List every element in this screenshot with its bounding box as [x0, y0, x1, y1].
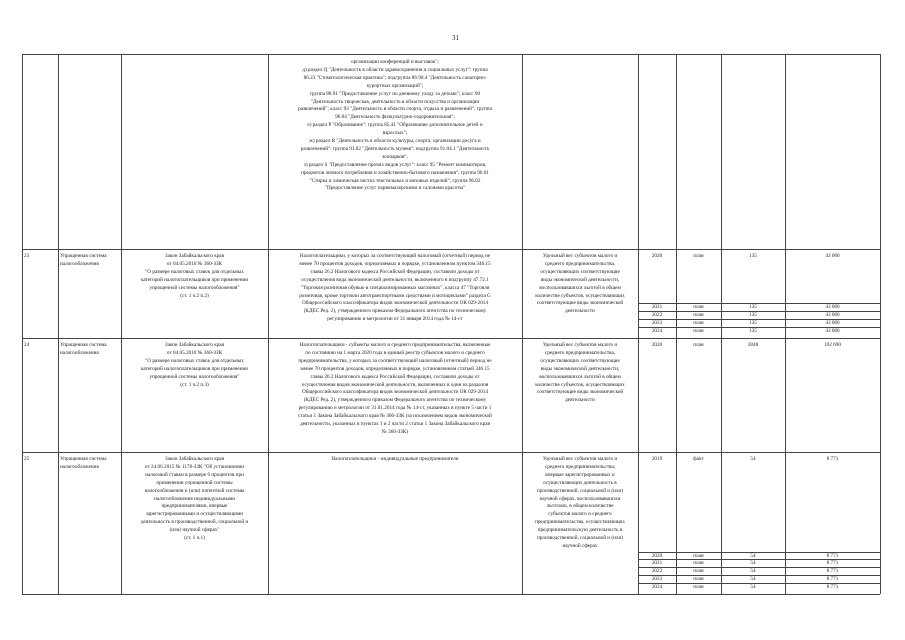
continuation-text-line: курортных организаций";	[366, 82, 424, 89]
continuation-text-line: 86.23 "Стоматологическая практика"; подгруппа 86.90.4 "Деятельность санаторно-	[303, 74, 487, 81]
beneficiary-description-line: осуществления видов экономической деятельности, включенных в один из разделов	[301, 381, 489, 388]
indicator-description-line: осуществляющих соответствующие	[540, 357, 620, 364]
continuation-text-line: з) раздел S "Предоставление прочих видов услуг": класс 95 "Ремонт компьютеров,	[303, 161, 487, 168]
row-number: 25	[24, 456, 30, 462]
amount-cell: 8 771	[826, 576, 839, 583]
indicator-description-line: научной сферах, воспользовавшихся	[539, 495, 621, 502]
count-cell: 135	[749, 328, 757, 335]
column-border	[58, 54, 59, 594]
continuation-text-line: "Деятельность творческая, деятельность в области искусства и организации	[310, 98, 480, 105]
continuation-text-line: развлечений"; класс 93 "Деятельность в области спорта, отдыха и развлечений"; группа	[298, 106, 492, 113]
legal-act-line: Закон Забайкальского края	[164, 342, 225, 348]
legal-act-line: (ст. 1 ч.1)	[184, 535, 205, 541]
indicator-description-line: среднего предпринимательства,	[544, 349, 616, 356]
amount-cell: 8 771	[826, 552, 839, 559]
indicator-description-line: среднего предпринимательства,	[544, 260, 616, 267]
indicator-description-line: соответствующие виды экономической	[536, 389, 624, 396]
indicator-description-line: соответствующие виды экономической	[536, 300, 624, 307]
beneficiary-description-line: менее 70 процентов доходов, определяемых в порядке, установленном пунктом 346.15	[299, 260, 491, 267]
amount-cell: 43 000	[825, 320, 840, 327]
beneficiary-description-line: Общероссийского классификатора видов экономической деятельности ОК 029-2014	[302, 300, 488, 307]
measure-name: Упрощенная система	[60, 456, 107, 462]
indicator-description-line: воспользовавшихся льготой в общем	[539, 373, 621, 380]
indicator-description-line: виды экономической деятельности,	[540, 365, 620, 372]
legal-act-line: предпринимателями, впервые	[161, 503, 228, 510]
continuation-text-line: ж) раздел R "Деятельность в области культуры, спорта, организации досуга и	[309, 138, 481, 144]
indicator-description-line: предпринимательства, осуществляющих	[535, 519, 625, 526]
amount-cell: 102 690	[824, 342, 841, 348]
amount-cell: 43 000	[825, 312, 840, 319]
continuation-text-line: "Предоставление услуг парикмахерскими и салонами красоты"	[324, 185, 466, 192]
beneficiary-description-line: регулированию и метрологии от 31 января 2014 года № 14-ст	[327, 316, 463, 323]
value-type-cell: план	[693, 560, 704, 567]
indicator-description-line: виды экономической деятельности,	[540, 276, 620, 283]
legal-act-line: налоговой ставки в размере 0 процентов при	[145, 471, 244, 478]
indicator-description-line: Удельный вес субъектов малого и	[542, 456, 618, 462]
beneficiary-description-line: главы 26.2 Налогового кодекса Российской Федерации, составили доходы от	[310, 268, 480, 275]
value-type-cell: план	[693, 584, 704, 591]
legal-act-line: Закон Забайкальского края	[164, 253, 225, 259]
legal-act-line: (или) научной сферах"	[169, 527, 220, 534]
count-cell: 135	[749, 320, 757, 327]
column-border	[880, 54, 881, 594]
indicator-description-line: субъектов малого и среднего	[548, 511, 612, 518]
measure-name: Упрощенная система	[60, 253, 107, 259]
legal-act-line: от 04.05.2010 № 360-ЗЗК	[166, 349, 223, 356]
legal-act-line: "О размере налоговых ставок для отдельных	[145, 268, 244, 275]
year-cell: 2023	[651, 320, 663, 327]
column-border	[22, 54, 23, 594]
count-cell: 135	[749, 304, 757, 311]
legal-act-line: категорий налогоплательщиков при применении	[140, 365, 249, 372]
count-cell: 54	[750, 560, 756, 567]
column-border	[638, 54, 639, 594]
value-type-cell: факт	[693, 456, 704, 462]
indicator-description-line: деятельности	[565, 397, 595, 404]
row-number: 23	[24, 253, 30, 259]
indicator-description-line: воспользовавшихся льготой в общем	[539, 284, 621, 291]
indicator-description-line: Удельный вес субъектов малого и	[542, 342, 618, 348]
legal-act-line: (ст. 1 ч.2 п.2)	[180, 292, 209, 299]
count-cell: 54	[750, 576, 756, 583]
measure-name: налогообложения	[60, 260, 99, 267]
beneficiary-description-line: деятельности, указанных в пунктах 1 и 2 части 2 статьи 1 Закона Забайкальского края	[300, 421, 490, 427]
indicator-description-line: производственной, социальной и (или)	[537, 535, 623, 541]
indicator-description-line: количестве субъектов, осуществляющих	[535, 292, 625, 299]
continuation-text-line: организации конференций и выставок";	[351, 59, 439, 65]
measure-name: Упрощенная система	[60, 342, 107, 348]
column-border	[721, 54, 722, 594]
amount-cell: 8 771	[826, 456, 839, 462]
legal-act-line: "О размере налоговых ставок для отдельных	[145, 357, 244, 364]
beneficiary-description-line: № 360-ЗЗК)	[381, 428, 409, 435]
amount-cell: 43 000	[825, 328, 840, 335]
beneficiary-description-line: Налогоплательщики - субъекты малого и среднего предпринимательства, включенные	[299, 342, 491, 348]
indicator-description-line: деятельности	[565, 308, 595, 315]
year-cell: 2020	[651, 253, 663, 259]
year-cell: 2021	[651, 304, 663, 311]
column-border	[676, 54, 677, 594]
continuation-text-line: е) раздел P "Образование": группа 85.41 "Образование дополнительное детей и	[307, 122, 483, 129]
continuation-text-line: предметов личного потребления и хозяйственно-бытового назначения"; группа 96.01	[301, 169, 489, 176]
beneficiary-description-line: регулированию и метрологии от 31.01.2014 года № 14-ст, указанных в пункте 5 части 1	[298, 405, 492, 412]
legal-act-line: деятельность в производственной, социальной и	[140, 519, 249, 526]
beneficiary-description-line: Налогоплательщики, у которых за соответствующий налоговый (отчетный) период не	[299, 253, 491, 259]
count-cell: 135	[749, 312, 757, 319]
continuation-text-line: 96.04 "Деятельность физкультурно-оздоровительная";	[335, 114, 455, 121]
row-border	[22, 338, 880, 339]
legal-act-line: от 24.06.2015 № 1178-ЗЗК "Об установлении	[144, 463, 245, 470]
value-type-cell: план	[693, 253, 704, 259]
year-cell: 2024	[651, 328, 663, 335]
beneficiary-description-line: менее 70 процентов доходов, определяемых в порядке, установленном статьей 346.15	[300, 365, 490, 372]
indicator-description-line: производственной, социальной и (или)	[537, 487, 623, 494]
beneficiary-description-line: Общероссийского классификатора видов экономической деятельности ОК 029-2014	[302, 389, 488, 396]
count-cell: 54	[750, 552, 756, 559]
legal-act-line: зарегистрированными и осуществляющими	[145, 511, 244, 518]
beneficiary-description-line: розничная, кроме торговли автотранспортными средствами и мотоциклами" раздела G	[299, 292, 491, 299]
continuation-text-line: взрослых";	[382, 130, 408, 137]
indicator-description-line: впервые зарегистрированных и	[545, 471, 615, 478]
legal-act-line: категорий налогоплательщиков при применении	[140, 276, 249, 283]
continuation-text-line: д) раздел Q "Деятельность в области здравоохранения и социальных услуг": группа	[302, 66, 488, 73]
legal-act-line: Закон Забайкальского края	[164, 456, 225, 462]
legal-act-line: налогообложения и (или) патентной системы	[144, 487, 245, 494]
value-type-cell: план	[693, 342, 704, 348]
indicator-description-line: среднего предпринимательства,	[544, 463, 616, 470]
continuation-text-line: зоопарков";	[382, 153, 408, 160]
row-border	[22, 249, 880, 250]
year-cell: 2023	[651, 576, 663, 583]
beneficiary-description-line: статьи 1 Закона Забайкальского края № 360-ЗЗК (за исключением видов экономической	[298, 413, 492, 420]
legal-act-line: упрощенной системы налогообложения"	[149, 284, 240, 291]
column-border	[121, 54, 122, 594]
legal-act-line: от 04.05.2010 № 360-ЗЗК	[166, 260, 223, 267]
count-cell: 2848	[747, 342, 759, 348]
indicator-description-line: осуществляющих деятельность в	[543, 479, 617, 486]
measure-name: налогообложения	[60, 463, 99, 470]
row-number: 24	[24, 342, 30, 348]
beneficiary-description-line: по состоянию на 1 марта 2020 года в единый реестр субъектов малого и среднего	[305, 349, 485, 356]
indicator-description-line: количестве субъектов, осуществляющих	[535, 381, 625, 388]
year-cell: 2019	[651, 456, 663, 462]
continuation-text-line: группа 88.91 "Предоставление услуг по дневному уходу за детьми"; класс 90	[309, 90, 481, 97]
indicator-description-line: льготами, в общем количестве	[546, 503, 614, 510]
beneficiary-description-line: осуществления вида экономической деятельности, включенного в подгруппу 47.72.1	[301, 276, 489, 283]
column-border	[268, 54, 269, 594]
legal-act-line: (ст. 1 ч.2 п.3)	[180, 381, 209, 388]
value-type-cell: план	[693, 576, 704, 583]
value-type-cell: план	[693, 320, 704, 327]
amount-cell: 43 000	[825, 253, 840, 259]
count-cell: 54	[750, 584, 756, 591]
value-type-cell: план	[693, 568, 704, 575]
indicator-description-line: научной сферах	[562, 542, 598, 549]
year-cell: 2020	[651, 342, 663, 348]
continuation-text-line: "Стирка и химическая чистка текстильных и меховых изделий"; группа 96.02	[309, 177, 481, 184]
indicator-description-line: осуществляющих соответствующие	[540, 268, 620, 275]
value-type-cell: план	[693, 312, 704, 319]
beneficiary-description-line: предпринимательства, у которых за соответствующий налоговый (отчетный) период не	[298, 357, 492, 364]
row-border	[22, 54, 880, 55]
indicator-description-line: предпринимательскую деятельность в	[537, 527, 623, 534]
year-cell: 2020	[651, 552, 663, 559]
amount-cell: 8 771	[826, 568, 839, 575]
column-border	[785, 54, 786, 594]
legal-act-line: налогообложения индивидуальными	[153, 495, 236, 502]
year-cell: 2022	[651, 312, 663, 319]
beneficiary-description-line: Налогоплательщики - индивидуальные предприниматели	[331, 456, 459, 462]
legal-act-line: упрощенной системы налогообложения"	[149, 373, 240, 380]
beneficiary-description-line: (КДЕС Ред. 2), утвержденного приказом Федерального агентства по техническому	[303, 308, 487, 315]
year-cell: 2024	[651, 584, 663, 591]
row-border	[22, 452, 880, 453]
column-border	[522, 54, 523, 594]
value-type-cell: план	[693, 328, 704, 335]
beneficiary-description-line: (КДЕС Ред. 2), утвержденного приказом Федерального агентства по техническому	[303, 397, 487, 404]
amount-cell: 8 771	[826, 584, 839, 591]
amount-cell: 43 000	[825, 304, 840, 311]
beneficiary-description-line: "Торговля розничная обувью в специализированных магазинах", класса 47 "Торговля	[300, 284, 490, 291]
amount-cell: 8 771	[826, 560, 839, 567]
value-type-cell: план	[693, 304, 704, 311]
count-cell: 135	[749, 253, 757, 259]
year-cell: 2022	[651, 568, 663, 575]
count-cell: 54	[750, 568, 756, 575]
measure-name: налогообложения	[60, 349, 99, 356]
year-cell: 2021	[651, 560, 663, 567]
beneficiary-description-line: главы 26.2 Налогового кодекса Российской Федерации, составили доходы от	[310, 373, 480, 380]
legal-act-line: применении упрощенной системы	[156, 479, 233, 486]
count-cell: 54	[750, 456, 756, 462]
value-type-cell: план	[693, 552, 704, 559]
continuation-text-line: развлечений": группа 91.02 "Деятельность музеев"; подгруппа 91.04.1 "Деятельность	[300, 145, 490, 152]
indicator-description-line: Удельный вес субъектов малого и	[542, 253, 618, 259]
row-border	[22, 594, 880, 595]
page-number: 31	[452, 34, 459, 42]
